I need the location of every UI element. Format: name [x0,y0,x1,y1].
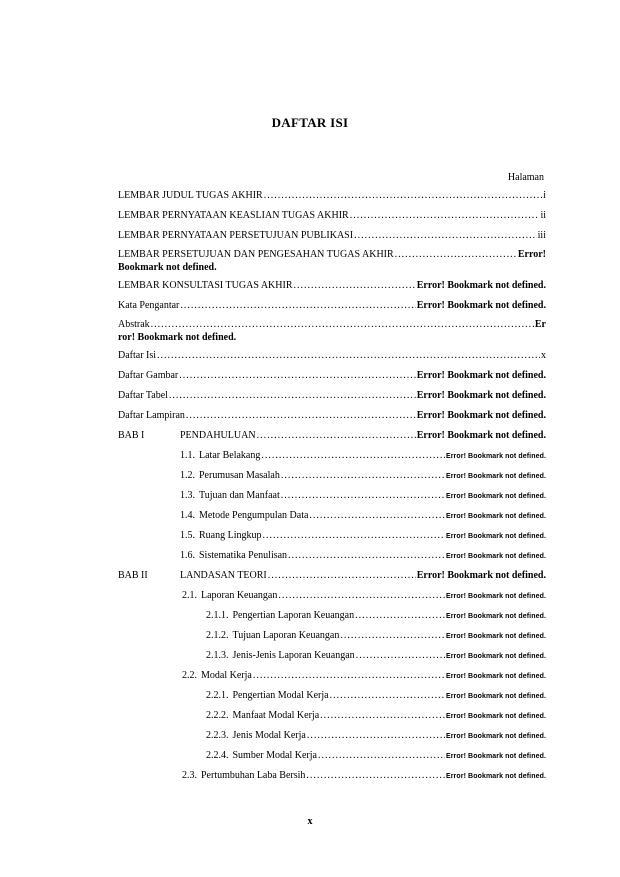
toc-entry[interactable] [118,248,546,276]
dot-leader [281,466,445,486]
toc-subsection-entry[interactable] [118,726,546,746]
toc-entry-page: Error! Bookmark not defined. [445,553,546,560]
page-column-header: Halaman [507,172,544,183]
toc-subsection-entry[interactable] [118,446,546,466]
dot-leader [350,206,540,226]
section-number: 2.1.1. [206,610,229,621]
toc-subsection-entry[interactable] [118,466,546,486]
section-number: 2.1.3. [206,650,229,661]
toc-entry-label: Kata Pengantar [118,300,180,311]
dot-leader [253,666,445,686]
toc-subsection-entry[interactable] [118,486,546,506]
toc-entry[interactable] [118,318,546,346]
toc-entry-page: ii [540,210,546,221]
toc-entry-page: Error! Bookmark not defined. [445,733,546,740]
section-number: 2.2.2. [206,710,229,721]
chapter-title: PENDAHULUAN [180,430,256,441]
dot-leader [263,526,445,546]
toc-entry-page: Error! Bookmark not defined. [445,513,546,520]
toc-subsection-entry[interactable] [118,546,546,566]
section-title: Pengertian Modal Kerja [232,690,329,701]
section-title: Manfaat Modal Kerja [232,710,320,721]
dot-leader [186,406,416,426]
toc-entry-page-continued: ror! Bookmark not defined. [118,332,237,343]
toc-entry-page: x [541,350,546,361]
toc-entry[interactable] [118,366,546,386]
section-title: Metode Pengumpulan Data [199,510,309,521]
toc-entry-page: Error! Bookmark not defined. [445,473,546,480]
dot-leader [306,766,445,786]
chapter-title: LANDASAN TEORI [180,570,267,581]
toc-entry-label: Daftar Gambar [118,370,179,381]
table-of-contents [118,186,546,786]
section-title: Perumusan Masalah [199,470,280,481]
section-number: 2.2.3. [206,730,229,741]
page-number: x [307,816,313,827]
toc-entry-page-continued: Bookmark not defined. [118,262,217,273]
section-number: 1.4. [180,510,195,521]
section-title: Sistematika Penulisan [199,550,288,561]
toc-entry-page: Error! Bookmark not defined. [445,753,546,760]
section-number: 1.3. [180,490,195,501]
toc-subsection-entry[interactable] [118,506,546,526]
toc-entry-page: Error! [517,249,546,260]
toc-entry[interactable] [118,296,546,316]
dot-leader [261,446,445,466]
dot-leader [320,706,445,726]
dot-leader [157,346,540,366]
toc-entry-label: Daftar Tabel [118,390,168,401]
toc-entry-page: Error! Bookmark not defined. [445,673,546,680]
toc-entry-label: LEMBAR PERNYATAAN KEASLIAN TUGAS AKHIR [118,210,349,221]
section-number: 1.6. [180,550,195,561]
section-number: 2.1.2. [206,630,229,641]
toc-entry-page: Error! Bookmark not defined. [416,430,546,441]
section-number: 1.2. [180,470,195,481]
dot-leader [268,566,416,586]
toc-subsection-entry[interactable] [118,526,546,546]
toc-entry-page: Error! Bookmark not defined. [445,493,546,500]
section-number: 2.3. [182,770,197,781]
toc-entry-page: Error! Bookmark not defined. [445,713,546,720]
toc-entry-label: LEMBAR PERNYATAAN PERSETUJUAN PUBLIKASI [118,230,354,241]
toc-entry-label: Abstrak [118,319,150,330]
dot-leader [281,486,445,506]
section-title: Modal Kerja [201,670,252,681]
dot-leader [356,646,445,666]
toc-entry-page: i [543,190,546,201]
toc-entry-page: Error! Bookmark not defined. [416,570,546,581]
toc-entry-page: Error! Bookmark not defined. [445,533,546,540]
dot-leader [257,426,416,446]
toc-subsection-entry[interactable] [118,706,546,726]
section-title: Pengertian Laporan Keuangan [232,610,355,621]
dot-leader [179,366,415,386]
dot-leader [318,746,445,766]
section-number: 2.1. [182,590,197,601]
toc-chapter-entry[interactable] [118,426,546,446]
toc-entry-page: Error! Bookmark not defined. [445,613,546,620]
dot-leader [307,726,445,746]
toc-entry-page: iii [537,230,546,241]
toc-subsection-entry[interactable] [118,626,546,646]
toc-entry[interactable] [118,406,546,426]
toc-subsection-entry[interactable] [118,646,546,666]
toc-entry-page: Error! Bookmark not defined. [445,633,546,640]
dot-leader [169,386,416,406]
toc-entry-page: Error! Bookmark not defined. [445,653,546,660]
toc-subsection-entry[interactable] [118,666,546,686]
toc-entry-page: Error! Bookmark not defined. [416,370,546,381]
section-title: Ruang Lingkup [199,530,262,541]
toc-entry[interactable] [118,346,546,366]
section-number: 1.1. [180,450,195,461]
toc-entry-label: Daftar Lampiran [118,410,185,421]
section-title: Laporan Keuangan [201,590,278,601]
dot-leader [294,276,416,296]
dot-leader [354,226,537,246]
toc-entry[interactable] [118,226,546,246]
section-title: Jenis-Jenis Laporan Keuangan [232,650,355,661]
toc-subsection-entry[interactable] [118,766,546,786]
section-title: Pertumbuhan Laba Bersih [201,770,306,781]
toc-entry[interactable] [118,386,546,406]
toc-entry-page: Error! Bookmark not defined. [416,390,546,401]
toc-entry[interactable] [118,206,546,226]
dot-leader [355,606,445,626]
dot-leader [264,186,542,206]
toc-entry-page: Error! Bookmark not defined. [416,410,546,421]
toc-entry-label: Daftar Isi [118,350,157,361]
section-title: Latar Belakang [199,450,261,461]
section-title: Tujuan dan Manfaat [199,490,280,501]
dot-leader [309,506,445,526]
page-title: DAFTAR ISI [271,115,349,130]
section-title: Tujuan Laporan Keuangan [232,630,340,641]
toc-entry-page: Error! Bookmark not defined. [416,280,546,291]
chapter-number: BAB I [118,430,145,441]
dot-leader [330,686,445,706]
toc-entry-page: Error! Bookmark not defined. [445,693,546,700]
toc-entry[interactable] [118,276,546,296]
section-number: 1.5. [180,530,195,541]
toc-entry-page: Er [534,319,546,330]
toc-subsection-entry[interactable] [118,746,546,766]
dot-leader [151,318,534,332]
toc-entry-page: Error! Bookmark not defined. [416,300,546,311]
toc-entry-label: LEMBAR PERSETUJUAN DAN PENGESAHAN TUGAS AKHIR [118,249,394,260]
toc-entry-page: Error! Bookmark not defined. [445,453,546,460]
toc-entry[interactable] [118,186,546,206]
toc-chapter-entry[interactable] [118,566,546,586]
dot-leader [340,626,445,646]
toc-entry-label: LEMBAR KONSULTASI TUGAS AKHIR [118,280,293,291]
toc-subsection-entry[interactable] [118,686,546,706]
chapter-number: BAB II [118,570,148,581]
toc-subsection-entry[interactable] [118,586,546,606]
toc-subsection-entry[interactable] [118,606,546,626]
toc-entry-page: Error! Bookmark not defined. [445,593,546,600]
dot-leader [180,296,415,316]
toc-entry-label: LEMBAR JUDUL TUGAS AKHIR [118,190,263,201]
section-number: 2.2.4. [206,750,229,761]
section-number: 2.2. [182,670,197,681]
section-title: Jenis Modal Kerja [232,730,306,741]
section-title: Sumber Modal Kerja [232,750,317,761]
dot-leader [278,586,445,606]
dot-leader [288,546,445,566]
toc-entry-page: Error! Bookmark not defined. [445,773,546,780]
section-number: 2.2.1. [206,690,229,701]
dot-leader [395,248,517,262]
